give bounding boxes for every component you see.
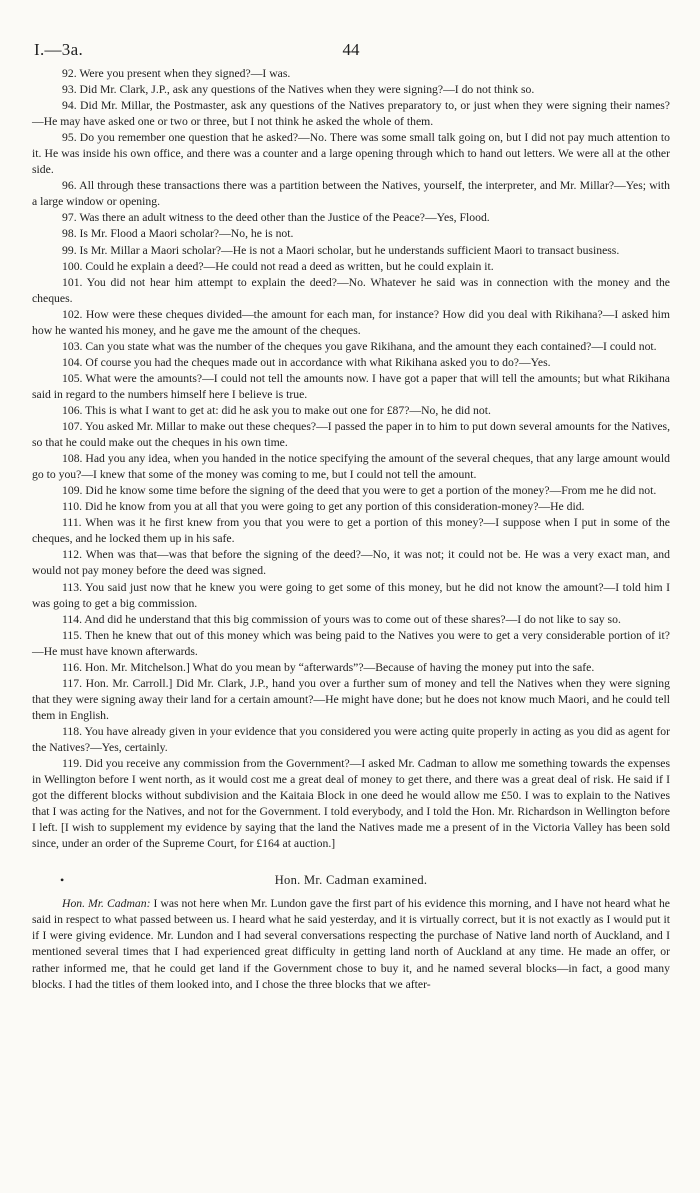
section-heading <box>32 872 670 888</box>
qa-paragraph: 109. Did he know some time before the signing of the deed that you were to get a portion of the money?—From me he did not. <box>62 484 657 498</box>
page-header <box>32 26 670 66</box>
qa-paragraph: 111. When was it he first knew from you that you were to get a portion of this money?—I suppose when I put in some of the cheques, and he locked them up in his safe. <box>32 516 670 546</box>
qa-paragraph: 115. Then he knew that out of this money which was being paid to the Natives you were to get a very considerable portion of it?—He must have known afterwards. <box>32 628 670 658</box>
qa-paragraph: 105. What were the amounts?—I could not tell the amounts now. I have got a paper that will tell the amounts; but what Rikihana said in regard to the numbers himself here I believe is true. <box>32 371 670 401</box>
speaker-label: Hon. Mr. Cadman: <box>62 897 151 911</box>
section-heading-text: Hon. Mr. Cadman examined. <box>274 873 428 888</box>
qa-paragraph: 106. This is what I want to get at: did he ask you to make out one for £87?—No, he did not. <box>62 403 491 417</box>
qa-paragraph: 97. Was there an adult witness to the deed other than the Justice of the Peace?—Yes, Flood. <box>62 211 490 225</box>
qa-paragraph: 113. You said just now that he knew you were going to get some of this money, but he did not know the amount?—I told him I was going to get a big commission. <box>32 580 670 610</box>
qa-paragraph: 95. Do you remember one question that he asked?—No. There was some small talk going on, but I did not pay much attention to it. He was inside his own office, and there was a counter and a large opening through which to hand out letters. We were all at the other side. <box>32 131 670 177</box>
qa-paragraph: 102. How were these cheques divided—the amount for each man, for instance? How did you deal with Rikihana?—I asked him how he wanted his money, and he gave me the amount of the cheques. <box>32 307 670 337</box>
cadman-statement <box>32 896 670 992</box>
page-number: 44 <box>342 40 360 59</box>
qa-paragraph: 92. Were you present when they signed?—I was. <box>62 67 291 80</box>
qa-paragraph: 93. Did Mr. Clark, J.P., ask any questions of the Natives when they were signing?—I do not think so. <box>62 83 535 97</box>
statement-text: I was not here when Mr. Lundon gave the first part of his evidence this morning, and I have not heard what he said in respect to what passed between us. I heard what he said yesterday, and it is virtually correct, but it is not exactly as I would put it if I were giving evidence. Mr. Lundon and I had several conversations respecting the purchase of Native land north of Auckland, and I mentioned several times that I had experienced great difficulty in getting land north of Auckland at any time. He made an offer, or rather informed me, that he could get land if the Government chose to buy it, and he named several blocks—in fact, a good many blocks. I had the titles of them looked into, and I chose the three blocks that we after- <box>32 897 670 991</box>
qa-paragraph: 96. All through these transactions there was a partition between the Natives, yourself, the interpreter, and Mr. Millar?—Yes; with a large window or opening. <box>32 179 670 209</box>
qa-paragraph: 100. Could he explain a deed?—He could not read a deed as written, but he could explain it. <box>62 259 494 273</box>
document-body <box>32 66 670 993</box>
qa-paragraph: 101. You did not hear him attempt to explain the deed?—No. Whatever he said was in connection with the money and the cheques. <box>32 275 670 305</box>
bullet-mark: • <box>60 873 65 888</box>
qa-paragraph: 107. You asked Mr. Millar to make out these cheques?—I passed the paper in to him to put down several amounts for the Natives, so that he could make out the cheques in his own time. <box>32 420 670 450</box>
qa-paragraph: 110. Did he know from you at all that you were going to get any portion of this consideration-money?—He did. <box>62 500 585 514</box>
qa-paragraph: 116. Hon. Mr. Mitchelson.] What do you mean by “afterwards”?—Because of having the money put into the safe. <box>62 660 595 674</box>
qa-paragraph: 98. Is Mr. Flood a Maori scholar?—No, he is not. <box>62 227 294 241</box>
document-code: I.—3a. <box>34 40 84 59</box>
qa-paragraph: 104. Of course you had the cheques made out in accordance with what Rikihana asked you to do?—Yes. <box>62 355 551 369</box>
qa-paragraph: 108. Had you any idea, when you handed in the notice specifying the amount of the several cheques, that any large amount would go to you?—I knew that some of the money was coming to me, but I could not tell the amount. <box>32 452 670 482</box>
qa-paragraph: 118. You have already given in your evidence that you considered you were acting quite properly in acting as you did as agent for the Natives?—Yes, certainly. <box>32 724 670 754</box>
qa-paragraph: 112. When was that—was that before the signing of the deed?—No, it was not; it could not be. He was a very exact man, and would not pay money before the deed was signed. <box>32 548 670 578</box>
qa-paragraph: 114. And did he understand that this big commission of yours was to come out of these shares?—I do not like to say so. <box>62 612 621 626</box>
qa-paragraph: 117. Hon. Mr. Carroll.] Did Mr. Clark, J.P., hand you over a further sum of money and tell the Natives when they were signing that they were signing away their land for a certain amount?—He might have done; but he does not know much Maori, and he could tell them in English. <box>32 676 670 722</box>
qa-paragraph: 119. Did you receive any commission from the Government?—I asked Mr. Cadman to allow me something towards the expenses in Wellington before I went north, as it would cost me a great deal of money to get there, and there was a great deal of risk. He said if I got the different blocks without subdivision and the Kaitaia Block in one deed he would allow me £50. I was to explain to the Natives that I was acting for the Natives, and not for the Government. I told everybody, and I told the Hon. Mr. Richardson in Wellington before I left. [I wish to supplement my evidence by saying that the land the Natives made me a present of in the Victoria Valley has been sold since, under an order of the Supreme Court, for £164 at auction.] <box>32 757 670 851</box>
qa-paragraph: 99. Is Mr. Millar a Maori scholar?—He is not a Maori scholar, but he understands sufficient Maori to transact business. <box>62 243 620 257</box>
qa-list <box>32 66 670 852</box>
qa-paragraph: 94. Did Mr. Millar, the Postmaster, ask any questions of the Natives preparatory to, or just when they were signing their names?—He may have asked one or two or three, but I not think he asked the whole of them. <box>32 99 670 129</box>
qa-paragraph: 103. Can you state what was the number of the cheques you gave Rikihana, and the amount they each contained?—I could not. <box>62 339 657 353</box>
